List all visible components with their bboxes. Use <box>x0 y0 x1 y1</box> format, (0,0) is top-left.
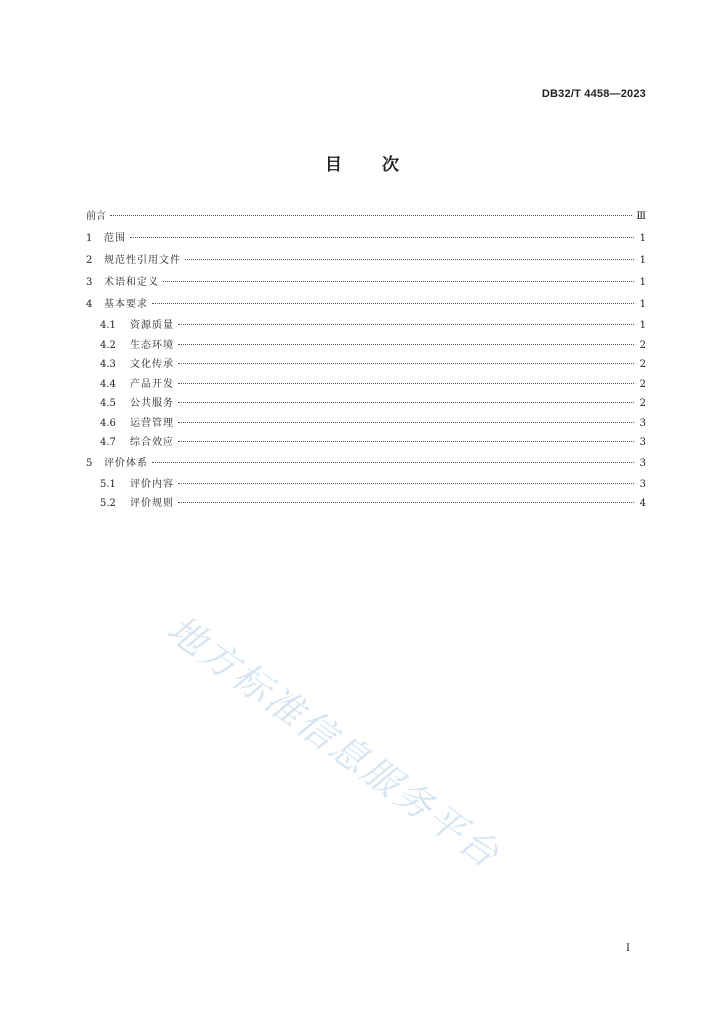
toc-entry-label: 文化传承 <box>130 359 174 370</box>
toc-entry-number: 5.1 <box>100 478 116 490</box>
toc-entry-page: 2 <box>639 339 646 351</box>
toc-entry-page: 1 <box>639 277 646 288</box>
toc-entry-number: 1 <box>86 233 93 244</box>
toc-entry-label: 基本要求 <box>104 299 148 310</box>
toc-entry-number: 4 <box>86 299 93 310</box>
dot-leader <box>178 402 634 403</box>
toc-subentry[interactable] <box>86 414 646 434</box>
toc-entry-label: 资源质量 <box>130 320 174 331</box>
toc-entry-number: 4.6 <box>100 417 116 429</box>
toc-subentry[interactable] <box>86 336 646 356</box>
toc-entry-page: 2 <box>639 378 646 390</box>
toc-entry-number: 4.1 <box>100 320 116 331</box>
toc-subentry[interactable] <box>86 394 646 414</box>
toc-entry-label: 前言 <box>86 211 106 222</box>
toc-entry-number: 5 <box>86 457 93 469</box>
toc-entry-page: 3 <box>639 457 646 469</box>
toc-subentry[interactable] <box>86 494 646 514</box>
toc-entry-number: 5.2 <box>100 498 116 509</box>
toc-entry-label: 规范性引用文件 <box>104 255 181 266</box>
footer-page-number: I <box>626 943 630 954</box>
toc-entry-page: 2 <box>639 398 646 409</box>
dot-leader <box>152 303 634 304</box>
toc-entry-number: 4.5 <box>100 398 116 409</box>
dot-leader <box>110 215 632 216</box>
dot-leader <box>178 383 634 384</box>
toc-subentry[interactable] <box>86 316 646 336</box>
dot-leader <box>185 259 634 260</box>
toc-entry-page: 1 <box>639 299 646 310</box>
toc-entry-label: 术语和定义 <box>104 277 159 288</box>
dot-leader <box>130 237 634 238</box>
toc-entry-number: 2 <box>86 255 93 266</box>
toc-entry-label: 评价规则 <box>130 498 174 509</box>
toc-subentry[interactable] <box>86 433 646 453</box>
toc-entry-page: Ⅲ <box>636 211 646 222</box>
toc-entry-label: 综合效应 <box>130 437 174 448</box>
toc-entry-label: 公共服务 <box>130 398 174 409</box>
standard-number: DB32/T 4458—2023 <box>541 88 646 100</box>
toc-entry-label: 运营管理 <box>130 417 174 429</box>
dot-leader <box>163 281 634 282</box>
title-char-1: 目 <box>325 155 342 175</box>
toc-entry-label: 范围 <box>104 233 126 244</box>
toc-entry-page: 3 <box>639 417 646 429</box>
watermark: 地方标准信息服务平台 <box>159 607 509 878</box>
toc-entry-label: 评价内容 <box>130 478 174 490</box>
toc-entry[interactable] <box>86 206 646 228</box>
dot-leader <box>178 363 634 364</box>
toc-entry-page: 2 <box>639 359 646 370</box>
dot-leader <box>178 441 634 442</box>
toc-entry-number: 4.2 <box>100 339 116 351</box>
toc-entry-number: 4.7 <box>100 437 116 448</box>
toc-entry-number: 3 <box>86 277 93 288</box>
toc-entry[interactable] <box>86 453 646 475</box>
toc-entry-number: 4.4 <box>100 378 116 390</box>
toc-entry-label: 评价体系 <box>104 457 148 469</box>
toc-entry-page: 4 <box>639 498 646 509</box>
toc-subentry[interactable] <box>86 475 646 495</box>
toc-entry-label: 产品开发 <box>130 378 174 390</box>
toc-entry[interactable] <box>86 228 646 250</box>
toc-entry-page: 1 <box>639 233 646 244</box>
toc-entry[interactable] <box>86 294 646 316</box>
toc-subentry[interactable] <box>86 355 646 375</box>
toc-entry-page: 1 <box>639 320 646 331</box>
dot-leader <box>178 483 634 484</box>
dot-leader <box>178 502 634 503</box>
dot-leader <box>178 422 634 423</box>
toc-entry-number: 4.3 <box>100 359 116 370</box>
title-char-2: 次 <box>382 155 399 175</box>
dot-leader <box>178 324 634 325</box>
table-of-contents <box>86 206 646 514</box>
dot-leader <box>152 462 634 463</box>
toc-entry[interactable] <box>86 272 646 294</box>
toc-entry-page: 1 <box>639 255 646 266</box>
toc-subentry[interactable] <box>86 375 646 395</box>
toc-entry-label: 生态环境 <box>130 339 174 351</box>
page-title <box>0 150 724 175</box>
dot-leader <box>178 344 634 345</box>
toc-entry-page: 3 <box>639 478 646 490</box>
toc-entry[interactable] <box>86 250 646 272</box>
toc-entry-page: 3 <box>639 437 646 448</box>
